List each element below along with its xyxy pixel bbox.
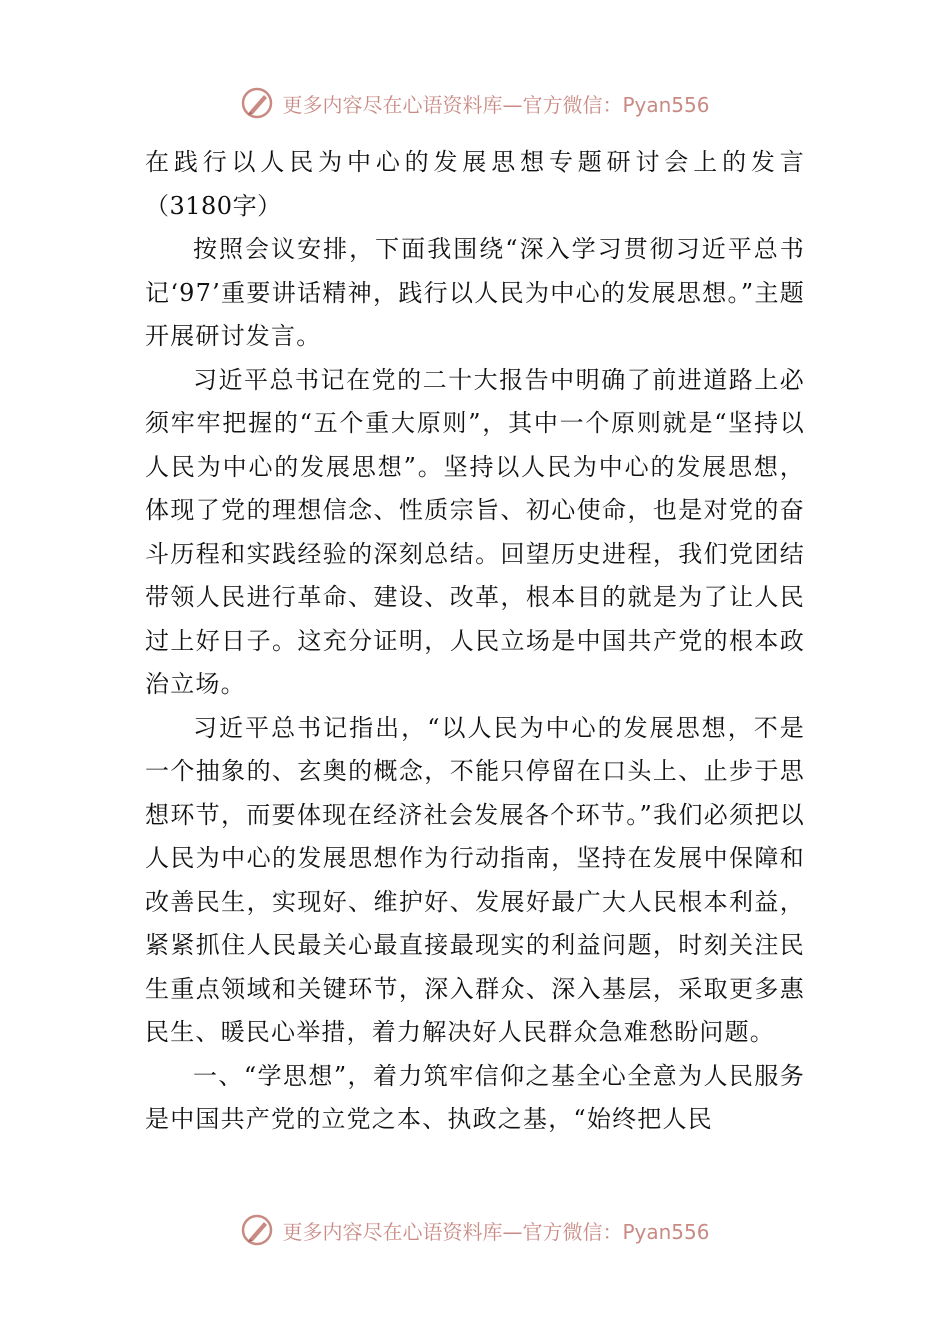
watermark-text: 更多内容尽在心语资料库—官方微信：Pyan556 [282, 92, 710, 117]
document-body [145, 141, 805, 1142]
watermark-header [0, 86, 950, 120]
pen-logo-icon [240, 86, 274, 120]
paragraph-intro: 按照会议安排，下面我围绕“深入学习贯彻习近平总书记‘97’重要讲话精神，践行以人民为中心的发展思想。”主题开展研讨发言。 [145, 235, 805, 350]
paragraph-guidance: 习近平总书记指出，“以人民为中心的发展思想，不是一个抽象的、玄奥的概念，不能只停留在口头上、止步于思想环节，而要体现在经济社会发展各个环节。”我们必须把以人民为中心的发展思想作为行动指南，坚持在发展中保障和改善民生，实现好、维护好、发展好最广大人民根本利益，紧紧抓住人民最关心最直接最现实的利益问题，时刻关注民生重点领域和关键环节，深入群众、深入基层，采取更多惠民生、暖民心举措，着力解决好人民群众急难愁盼问题。 [145, 713, 805, 1046]
word-count: （3180字） [145, 191, 282, 220]
watermark-text: 更多内容尽在心语资料库—官方微信：Pyan556 [282, 1219, 710, 1244]
paragraph-section-one: 一、“学思想”，着力筑牢信仰之基全心全意为人民服务是中国共产党的立党之本、执政之基，“始终把人民 [145, 1061, 805, 1133]
paragraph-principles: 习近平总书记在党的二十大报告中明确了前进道路上必须牢牢把握的“五个重大原则”，其中一个原则就是“坚持以人民为中心的发展思想”。坚持以人民为中心的发展思想，体现了党的理想信念、性质宗旨、初心使命，也是对党的奋斗历程和实践经验的深刻总结。回望历史进程，我们党团结带领人民进行革命、建设、改革，根本目的就是为了让人民过上好日子。这充分证明，人民立场是中国共产党的根本政治立场。 [145, 365, 805, 698]
watermark-footer [0, 1213, 950, 1247]
document-title: 在践行以人民为中心的发展思想专题研讨会上的发言（3180字） [145, 148, 805, 220]
pen-logo-icon [240, 1213, 274, 1247]
